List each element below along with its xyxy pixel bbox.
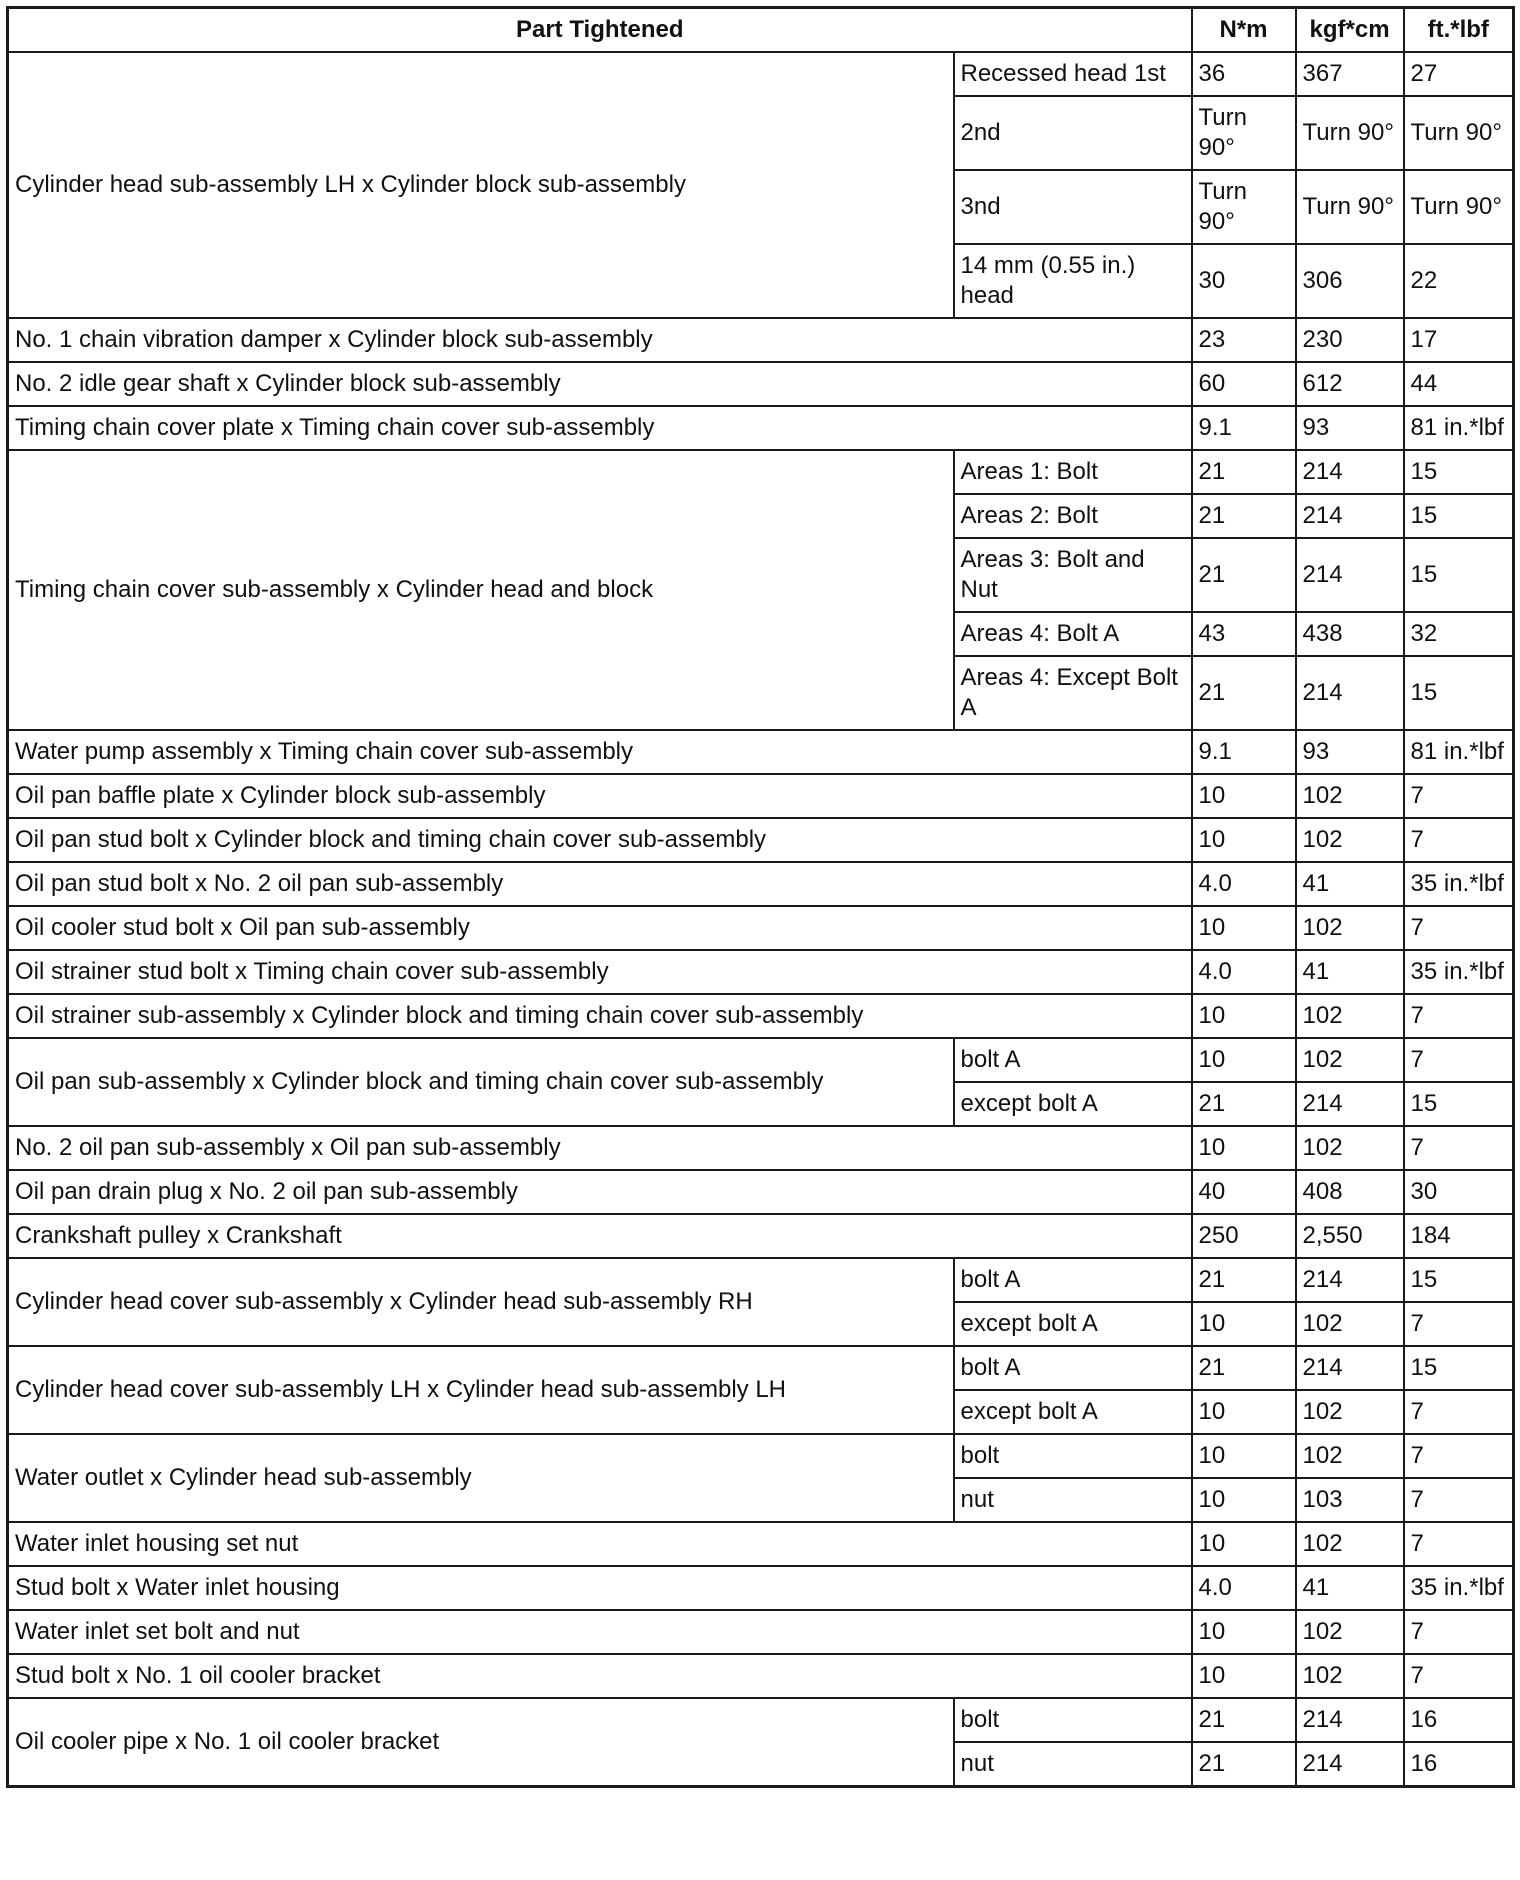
table-row bbox=[8, 1522, 1514, 1566]
sub-condition-cell: nut bbox=[954, 1742, 1192, 1787]
ft-lbf-value-cell: 81 in.*lbf bbox=[1404, 730, 1514, 774]
part-name-cell: Timing chain cover plate x Timing chain cover sub-assembly bbox=[8, 406, 1192, 450]
part-name-cell: No. 2 idle gear shaft x Cylinder block sub-assembly bbox=[8, 362, 1192, 406]
part-name-cell: Oil cooler pipe x No. 1 oil cooler bracket bbox=[8, 1698, 954, 1787]
kgf-cm-value-cell: 41 bbox=[1296, 950, 1404, 994]
ft-lbf-value-cell: 15 bbox=[1404, 1082, 1514, 1126]
nm-value-cell: 4.0 bbox=[1192, 1566, 1296, 1610]
kgf-cm-value-cell: 306 bbox=[1296, 244, 1404, 318]
kgf-cm-value-cell: Turn 90° bbox=[1296, 170, 1404, 244]
ft-lbf-value-cell: 7 bbox=[1404, 774, 1514, 818]
ft-lbf-value-cell: 16 bbox=[1404, 1698, 1514, 1742]
table-row bbox=[8, 1214, 1514, 1258]
part-name-cell: Oil pan stud bolt x No. 2 oil pan sub-assembly bbox=[8, 862, 1192, 906]
part-name-cell: No. 2 oil pan sub-assembly x Oil pan sub-assembly bbox=[8, 1126, 1192, 1170]
ft-lbf-value-cell: 81 in.*lbf bbox=[1404, 406, 1514, 450]
part-name-cell: No. 1 chain vibration damper x Cylinder block sub-assembly bbox=[8, 318, 1192, 362]
nm-value-cell: 10 bbox=[1192, 774, 1296, 818]
ft-lbf-value-cell: 22 bbox=[1404, 244, 1514, 318]
torque-table bbox=[6, 6, 1515, 1788]
ft-lbf-value-cell: 7 bbox=[1404, 1610, 1514, 1654]
table-row bbox=[8, 1346, 1514, 1390]
nm-value-cell: Turn 90° bbox=[1192, 170, 1296, 244]
kgf-cm-value-cell: 102 bbox=[1296, 1302, 1404, 1346]
part-name-cell: Water pump assembly x Timing chain cover sub-assembly bbox=[8, 730, 1192, 774]
part-name-cell: Water inlet housing set nut bbox=[8, 1522, 1192, 1566]
sub-condition-cell: nut bbox=[954, 1478, 1192, 1522]
nm-value-cell: 21 bbox=[1192, 494, 1296, 538]
nm-value-cell: 10 bbox=[1192, 1302, 1296, 1346]
table-row bbox=[8, 1434, 1514, 1478]
ft-lbf-value-cell: 15 bbox=[1404, 494, 1514, 538]
ft-lbf-value-cell: 7 bbox=[1404, 1478, 1514, 1522]
nm-value-cell: 250 bbox=[1192, 1214, 1296, 1258]
part-name-cell: Cylinder head cover sub-assembly x Cylinder head sub-assembly RH bbox=[8, 1258, 954, 1346]
kgf-cm-value-cell: 102 bbox=[1296, 906, 1404, 950]
kgf-cm-value-cell: 102 bbox=[1296, 1610, 1404, 1654]
ft-lbf-value-cell: 7 bbox=[1404, 1654, 1514, 1698]
kgf-cm-value-cell: 214 bbox=[1296, 1082, 1404, 1126]
table-row bbox=[8, 1566, 1514, 1610]
sub-condition-cell: Areas 4: Except Bolt A bbox=[954, 656, 1192, 730]
kgf-cm-value-cell: 103 bbox=[1296, 1478, 1404, 1522]
part-name-cell: Oil pan stud bolt x Cylinder block and timing chain cover sub-assembly bbox=[8, 818, 1192, 862]
table-row bbox=[8, 994, 1514, 1038]
table-row bbox=[8, 730, 1514, 774]
nm-value-cell: 36 bbox=[1192, 52, 1296, 96]
part-name-cell: Cylinder head cover sub-assembly LH x Cylinder head sub-assembly LH bbox=[8, 1346, 954, 1434]
table-row bbox=[8, 906, 1514, 950]
ft-lbf-value-cell: 27 bbox=[1404, 52, 1514, 96]
sub-condition-cell: Recessed head 1st bbox=[954, 52, 1192, 96]
table-row bbox=[8, 1126, 1514, 1170]
table-row bbox=[8, 318, 1514, 362]
kgf-cm-value-cell: 438 bbox=[1296, 612, 1404, 656]
table-row bbox=[8, 1258, 1514, 1302]
sub-condition-cell: Areas 2: Bolt bbox=[954, 494, 1192, 538]
nm-value-cell: 10 bbox=[1192, 1126, 1296, 1170]
sub-condition-cell: bolt A bbox=[954, 1346, 1192, 1390]
ft-lbf-value-cell: Turn 90° bbox=[1404, 96, 1514, 170]
part-name-cell: Oil strainer sub-assembly x Cylinder block and timing chain cover sub-assembly bbox=[8, 994, 1192, 1038]
table-row bbox=[8, 1654, 1514, 1698]
ft-lbf-value-cell: 17 bbox=[1404, 318, 1514, 362]
kgf-cm-value-cell: 102 bbox=[1296, 1522, 1404, 1566]
sub-condition-cell: bolt bbox=[954, 1434, 1192, 1478]
kgf-cm-value-cell: 102 bbox=[1296, 994, 1404, 1038]
sub-condition-cell: 3nd bbox=[954, 170, 1192, 244]
part-name-cell: Cylinder head sub-assembly LH x Cylinder block sub-assembly bbox=[8, 52, 954, 318]
kgf-cm-value-cell: 93 bbox=[1296, 406, 1404, 450]
sub-condition-cell: Areas 4: Bolt A bbox=[954, 612, 1192, 656]
nm-value-cell: 21 bbox=[1192, 1742, 1296, 1787]
nm-value-cell: 30 bbox=[1192, 244, 1296, 318]
kgf-cm-value-cell: 102 bbox=[1296, 1038, 1404, 1082]
kgf-cm-value-cell: 102 bbox=[1296, 1434, 1404, 1478]
kgf-cm-value-cell: 214 bbox=[1296, 450, 1404, 494]
table-row bbox=[8, 774, 1514, 818]
part-name-cell: Water inlet set bolt and nut bbox=[8, 1610, 1192, 1654]
kgf-cm-value-cell: 214 bbox=[1296, 538, 1404, 612]
part-name-cell: Oil pan sub-assembly x Cylinder block and timing chain cover sub-assembly bbox=[8, 1038, 954, 1126]
ft-lbf-value-cell: 7 bbox=[1404, 818, 1514, 862]
nm-value-cell: 10 bbox=[1192, 906, 1296, 950]
ft-lbf-value-cell: 7 bbox=[1404, 1126, 1514, 1170]
nm-value-cell: 9.1 bbox=[1192, 730, 1296, 774]
sub-condition-cell: except bolt A bbox=[954, 1302, 1192, 1346]
sub-condition-cell: bolt bbox=[954, 1698, 1192, 1742]
nm-value-cell: 10 bbox=[1192, 1522, 1296, 1566]
kgf-cm-value-cell: 102 bbox=[1296, 1654, 1404, 1698]
sub-condition-cell: Areas 1: Bolt bbox=[954, 450, 1192, 494]
kgf-cm-value-cell: 102 bbox=[1296, 1126, 1404, 1170]
part-name-cell: Stud bolt x No. 1 oil cooler bracket bbox=[8, 1654, 1192, 1698]
nm-value-cell: 10 bbox=[1192, 1478, 1296, 1522]
nm-value-cell: 10 bbox=[1192, 1654, 1296, 1698]
kgf-cm-value-cell: 41 bbox=[1296, 1566, 1404, 1610]
nm-value-cell: 10 bbox=[1192, 1434, 1296, 1478]
table-row bbox=[8, 52, 1514, 96]
kgf-cm-value-cell: 214 bbox=[1296, 1258, 1404, 1302]
header-nm: N*m bbox=[1192, 8, 1296, 53]
kgf-cm-value-cell: 2,550 bbox=[1296, 1214, 1404, 1258]
nm-value-cell: 10 bbox=[1192, 1038, 1296, 1082]
part-name-cell: Water outlet x Cylinder head sub-assembly bbox=[8, 1434, 954, 1522]
header-kgf-cm: kgf*cm bbox=[1296, 8, 1404, 53]
kgf-cm-value-cell: 102 bbox=[1296, 818, 1404, 862]
torque-specification-sheet bbox=[6, 6, 1512, 1788]
nm-value-cell: 4.0 bbox=[1192, 950, 1296, 994]
table-row bbox=[8, 450, 1514, 494]
ft-lbf-value-cell: 16 bbox=[1404, 1742, 1514, 1787]
part-name-cell: Oil strainer stud bolt x Timing chain cover sub-assembly bbox=[8, 950, 1192, 994]
ft-lbf-value-cell: 15 bbox=[1404, 1258, 1514, 1302]
ft-lbf-value-cell: 15 bbox=[1404, 538, 1514, 612]
kgf-cm-value-cell: Turn 90° bbox=[1296, 96, 1404, 170]
nm-value-cell: 9.1 bbox=[1192, 406, 1296, 450]
nm-value-cell: 21 bbox=[1192, 538, 1296, 612]
part-name-cell: Crankshaft pulley x Crankshaft bbox=[8, 1214, 1192, 1258]
ft-lbf-value-cell: 35 in.*lbf bbox=[1404, 1566, 1514, 1610]
ft-lbf-value-cell: 7 bbox=[1404, 906, 1514, 950]
kgf-cm-value-cell: 102 bbox=[1296, 1390, 1404, 1434]
table-row bbox=[8, 1170, 1514, 1214]
kgf-cm-value-cell: 214 bbox=[1296, 1346, 1404, 1390]
table-row bbox=[8, 1610, 1514, 1654]
ft-lbf-value-cell: 15 bbox=[1404, 450, 1514, 494]
ft-lbf-value-cell: 35 in.*lbf bbox=[1404, 862, 1514, 906]
sub-condition-cell: except bolt A bbox=[954, 1390, 1192, 1434]
ft-lbf-value-cell: 32 bbox=[1404, 612, 1514, 656]
nm-value-cell: 10 bbox=[1192, 1390, 1296, 1434]
nm-value-cell: 21 bbox=[1192, 450, 1296, 494]
part-name-cell: Oil pan drain plug x No. 2 oil pan sub-assembly bbox=[8, 1170, 1192, 1214]
kgf-cm-value-cell: 102 bbox=[1296, 774, 1404, 818]
table-row bbox=[8, 406, 1514, 450]
ft-lbf-value-cell: 7 bbox=[1404, 1302, 1514, 1346]
nm-value-cell: 21 bbox=[1192, 1346, 1296, 1390]
ft-lbf-value-cell: 7 bbox=[1404, 1522, 1514, 1566]
ft-lbf-value-cell: 7 bbox=[1404, 1434, 1514, 1478]
ft-lbf-value-cell: 184 bbox=[1404, 1214, 1514, 1258]
nm-value-cell: 4.0 bbox=[1192, 862, 1296, 906]
nm-value-cell: 10 bbox=[1192, 994, 1296, 1038]
sub-condition-cell: Areas 3: Bolt and Nut bbox=[954, 538, 1192, 612]
ft-lbf-value-cell: 44 bbox=[1404, 362, 1514, 406]
kgf-cm-value-cell: 214 bbox=[1296, 656, 1404, 730]
nm-value-cell: 21 bbox=[1192, 1258, 1296, 1302]
header-ft-lbf: ft.*lbf bbox=[1404, 8, 1514, 53]
part-name-cell: Oil pan baffle plate x Cylinder block sub-assembly bbox=[8, 774, 1192, 818]
header-part-tightened: Part Tightened bbox=[8, 8, 1192, 53]
nm-value-cell: 10 bbox=[1192, 818, 1296, 862]
kgf-cm-value-cell: 408 bbox=[1296, 1170, 1404, 1214]
part-name-cell: Oil cooler stud bolt x Oil pan sub-assembly bbox=[8, 906, 1192, 950]
table-body bbox=[8, 52, 1514, 1787]
nm-value-cell: 40 bbox=[1192, 1170, 1296, 1214]
nm-value-cell: 21 bbox=[1192, 1698, 1296, 1742]
sub-condition-cell: bolt A bbox=[954, 1258, 1192, 1302]
sub-condition-cell: except bolt A bbox=[954, 1082, 1192, 1126]
kgf-cm-value-cell: 214 bbox=[1296, 494, 1404, 538]
kgf-cm-value-cell: 230 bbox=[1296, 318, 1404, 362]
kgf-cm-value-cell: 367 bbox=[1296, 52, 1404, 96]
sub-condition-cell: 2nd bbox=[954, 96, 1192, 170]
ft-lbf-value-cell: 7 bbox=[1404, 1390, 1514, 1434]
ft-lbf-value-cell: 35 in.*lbf bbox=[1404, 950, 1514, 994]
table-header-row bbox=[8, 8, 1514, 53]
part-name-cell: Timing chain cover sub-assembly x Cylinder head and block bbox=[8, 450, 954, 730]
table-row bbox=[8, 1038, 1514, 1082]
nm-value-cell: 43 bbox=[1192, 612, 1296, 656]
ft-lbf-value-cell: 7 bbox=[1404, 1038, 1514, 1082]
table-row bbox=[8, 818, 1514, 862]
table-row bbox=[8, 950, 1514, 994]
kgf-cm-value-cell: 214 bbox=[1296, 1698, 1404, 1742]
sub-condition-cell: bolt A bbox=[954, 1038, 1192, 1082]
nm-value-cell: 10 bbox=[1192, 1610, 1296, 1654]
table-row bbox=[8, 1698, 1514, 1742]
ft-lbf-value-cell: Turn 90° bbox=[1404, 170, 1514, 244]
kgf-cm-value-cell: 41 bbox=[1296, 862, 1404, 906]
table-row bbox=[8, 362, 1514, 406]
nm-value-cell: 21 bbox=[1192, 656, 1296, 730]
ft-lbf-value-cell: 7 bbox=[1404, 994, 1514, 1038]
kgf-cm-value-cell: 93 bbox=[1296, 730, 1404, 774]
table-row bbox=[8, 862, 1514, 906]
nm-value-cell: 23 bbox=[1192, 318, 1296, 362]
sub-condition-cell: 14 mm (0.55 in.) head bbox=[954, 244, 1192, 318]
ft-lbf-value-cell: 15 bbox=[1404, 656, 1514, 730]
ft-lbf-value-cell: 15 bbox=[1404, 1346, 1514, 1390]
kgf-cm-value-cell: 214 bbox=[1296, 1742, 1404, 1787]
nm-value-cell: Turn 90° bbox=[1192, 96, 1296, 170]
nm-value-cell: 21 bbox=[1192, 1082, 1296, 1126]
part-name-cell: Stud bolt x Water inlet housing bbox=[8, 1566, 1192, 1610]
kgf-cm-value-cell: 612 bbox=[1296, 362, 1404, 406]
nm-value-cell: 60 bbox=[1192, 362, 1296, 406]
ft-lbf-value-cell: 30 bbox=[1404, 1170, 1514, 1214]
